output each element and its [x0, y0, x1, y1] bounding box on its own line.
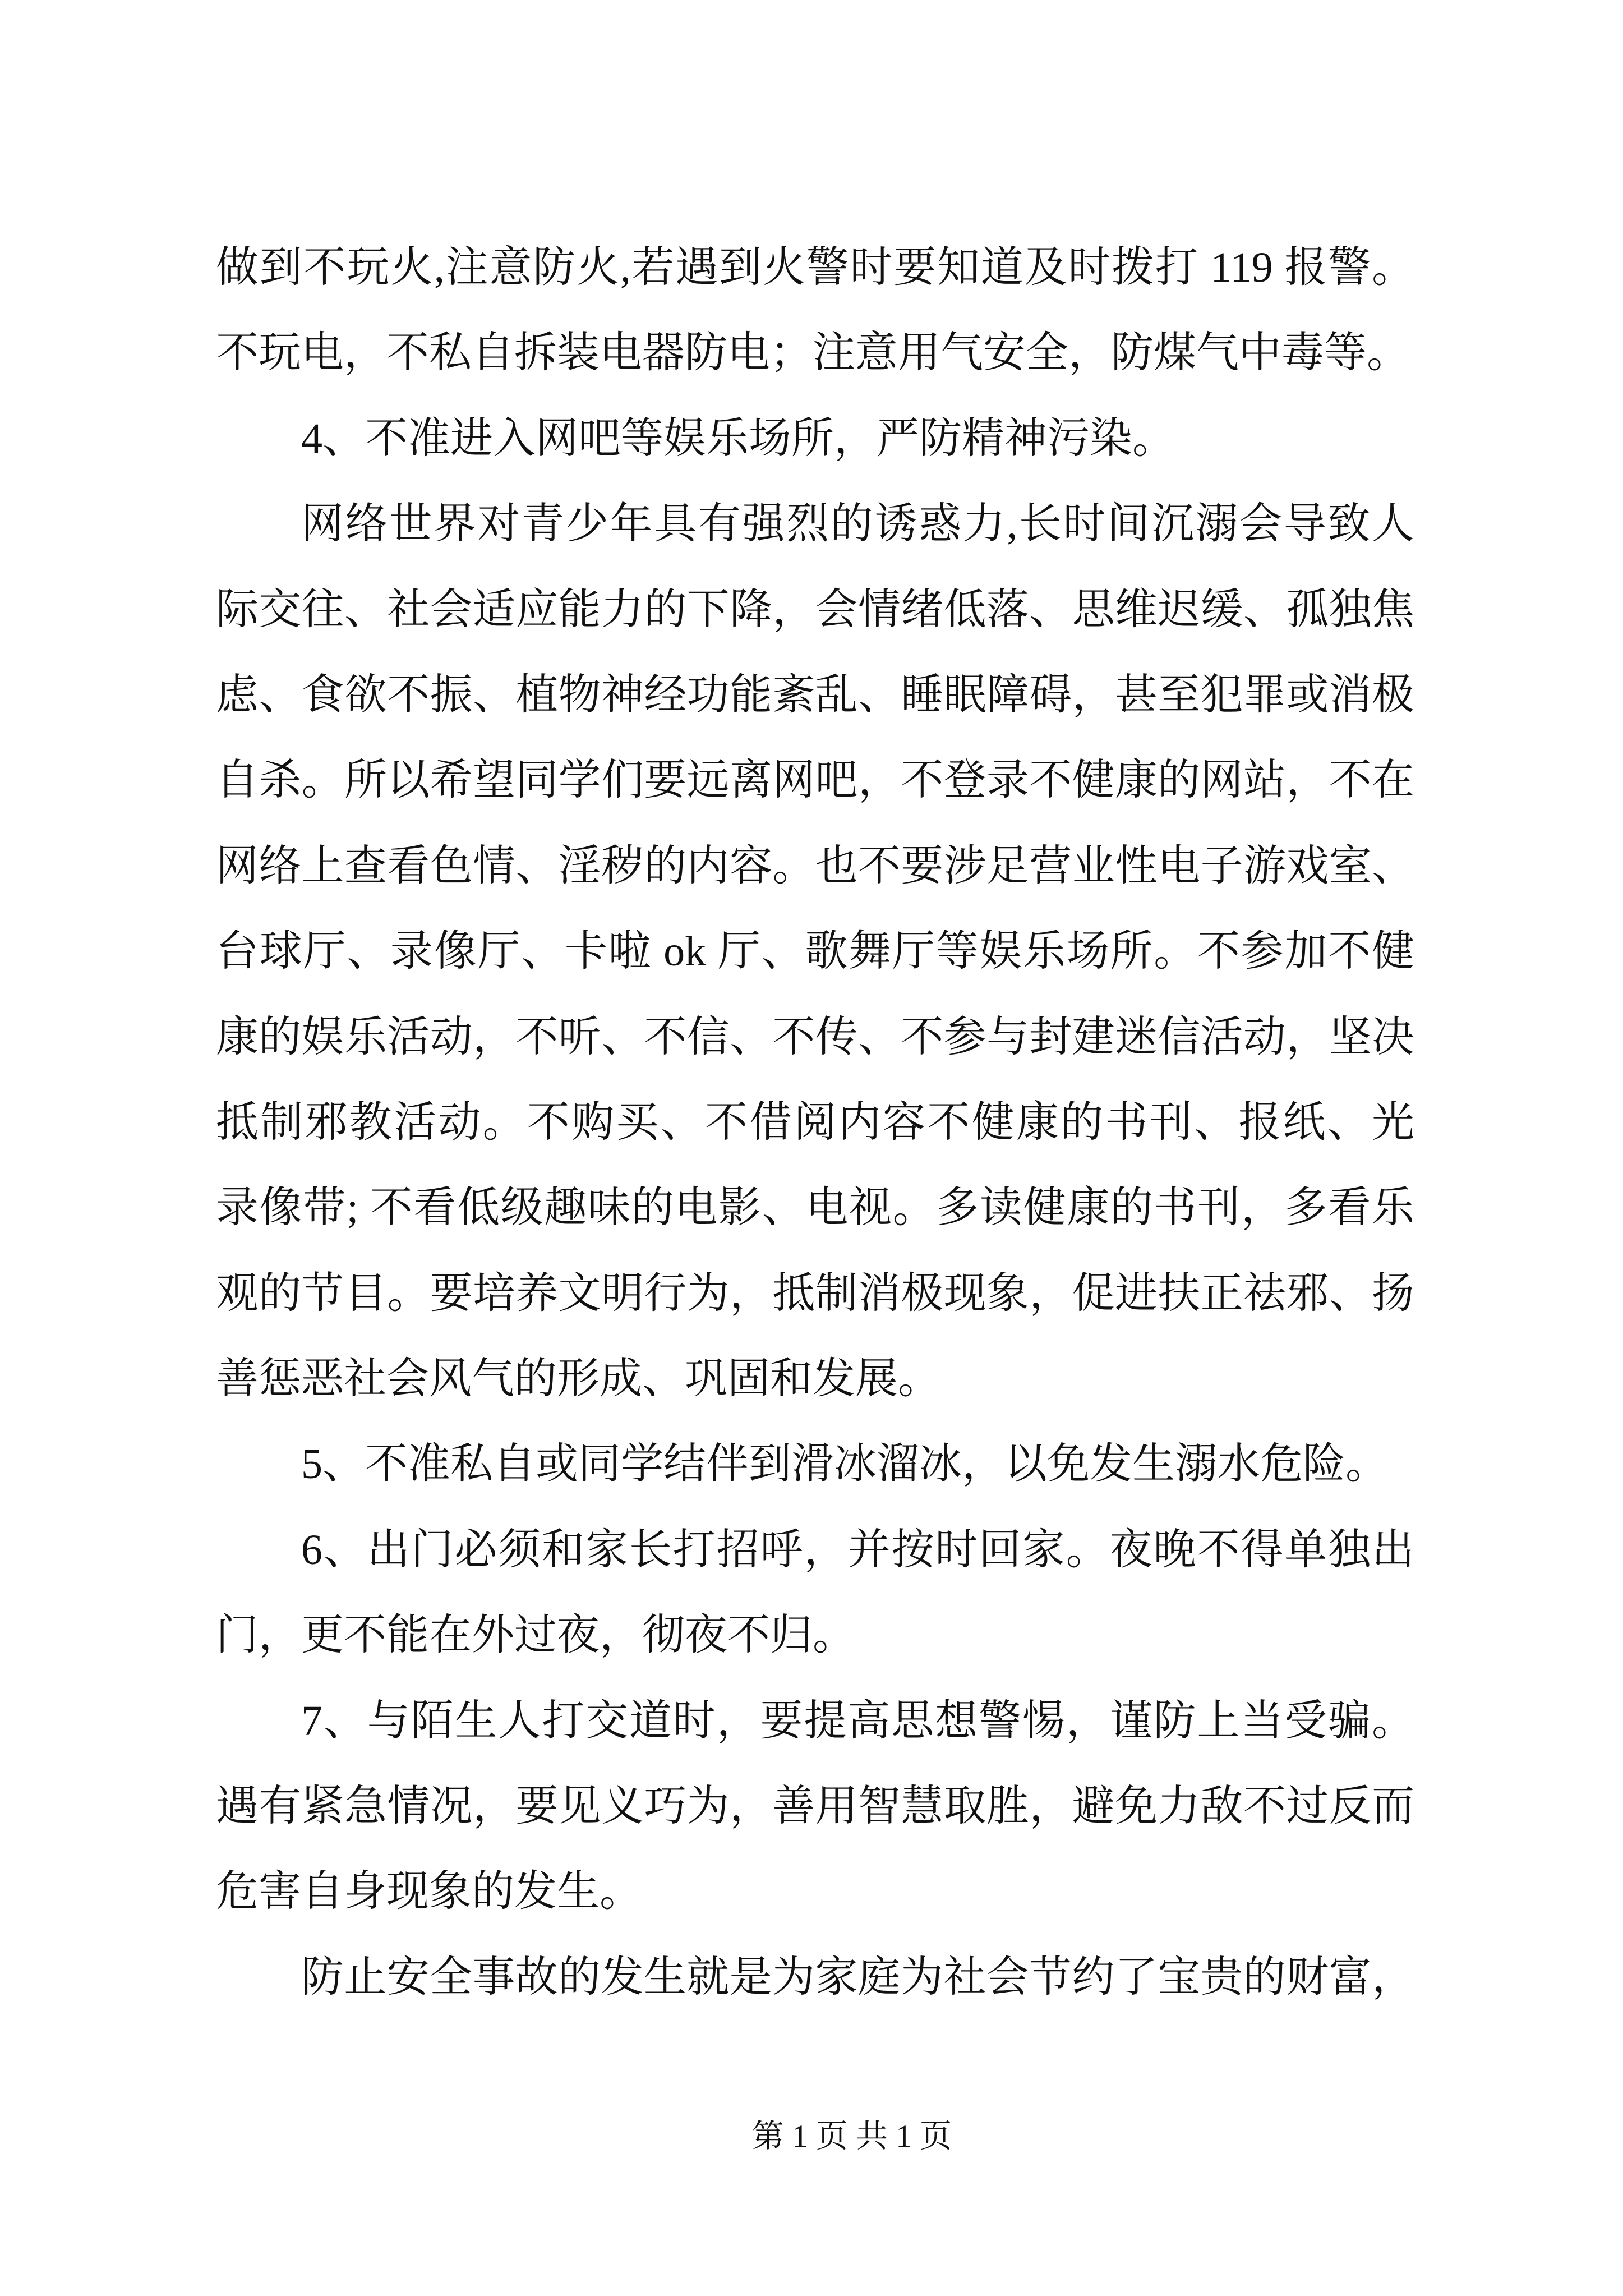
- body-line: 网络世界对青少年具有强烈的诱惑力,长时间沉溺会导致人: [301, 500, 1414, 548]
- body-line: 7、与陌生人打交道时，要提高思想警惕，谨防上当受骗。: [301, 1697, 1414, 1745]
- paragraph: [216, 396, 1414, 481]
- body-line: 做到不玩火,注意防火,若遇到火警时要知道及时拨打 119 报警。: [216, 244, 1414, 291]
- body-line: 4、不准进入网吧等娱乐场所，严防精神污染。: [301, 415, 1175, 462]
- body-line: 观的节目。要培养文明行为，抵制消极现象，促进扶正祛邪、扬: [216, 1269, 1414, 1317]
- body-line: 善惩恶社会风气的形成、巩固和发展。: [216, 1355, 940, 1403]
- body-line: 遇有紧急情况，要见义巧为，善用智慧取胜，避免力敌不过反而: [216, 1783, 1414, 1830]
- body-line: 际交往、社会适应能力的下降，会情绪低落、思维迟缓、孤独焦: [216, 586, 1414, 633]
- body-line: 6、出门必须和家长打招呼，并按时回家。夜晚不得单独出: [301, 1526, 1414, 1573]
- body-text: [216, 225, 1414, 2020]
- body-line: 康的娱乐活动，不听、不信、不传、不参与封建迷信活动，坚决: [216, 1013, 1414, 1061]
- paragraph: [216, 1935, 1414, 2020]
- paragraph: [216, 1678, 1414, 1935]
- body-line: 台球厅、录像厅、卡啦 ok 厅、歌舞厅等娱乐场所。不参加不健: [216, 928, 1414, 976]
- body-line: 自杀。所以希望同学们要远离网吧，不登录不健康的网站，不在: [216, 757, 1414, 804]
- body-line: 防止安全事故的发生就是为家庭为社会节约了宝贵的财富，: [301, 1953, 1414, 2001]
- body-line: 5、不准私自或同学结伴到滑冰溜冰，以免发生溺水危险。: [301, 1441, 1388, 1488]
- paragraph: [216, 225, 1414, 396]
- body-line: 网络上查看色情、淫秽的内容。也不要涉足营业性电子游戏室、: [216, 842, 1414, 890]
- body-line: 不玩电，不私自拆装电器防电；注意用气安全，防煤气中毒等。: [216, 329, 1409, 377]
- page-footer: 第 1 页 共 1 页: [751, 2119, 952, 2154]
- body-line: 录像带; 不看低级趣味的电影、电视。多读健康的书刊，多看乐: [216, 1184, 1414, 1232]
- body-line: 门，更不能在外过夜，彻夜不归。: [216, 1612, 855, 1659]
- body-line: 抵制邪教活动。不购买、不借阅内容不健康的书刊、报纸、光: [216, 1098, 1414, 1146]
- paragraph: [216, 481, 1414, 1421]
- body-line: 危害自身现象的发生。: [216, 1868, 642, 1916]
- paragraph: [216, 1421, 1414, 1507]
- paragraph: [216, 1507, 1414, 1678]
- body-line: 虑、食欲不振、植物神经功能紊乱、睡眠障碍，甚至犯罪或消极: [216, 671, 1414, 719]
